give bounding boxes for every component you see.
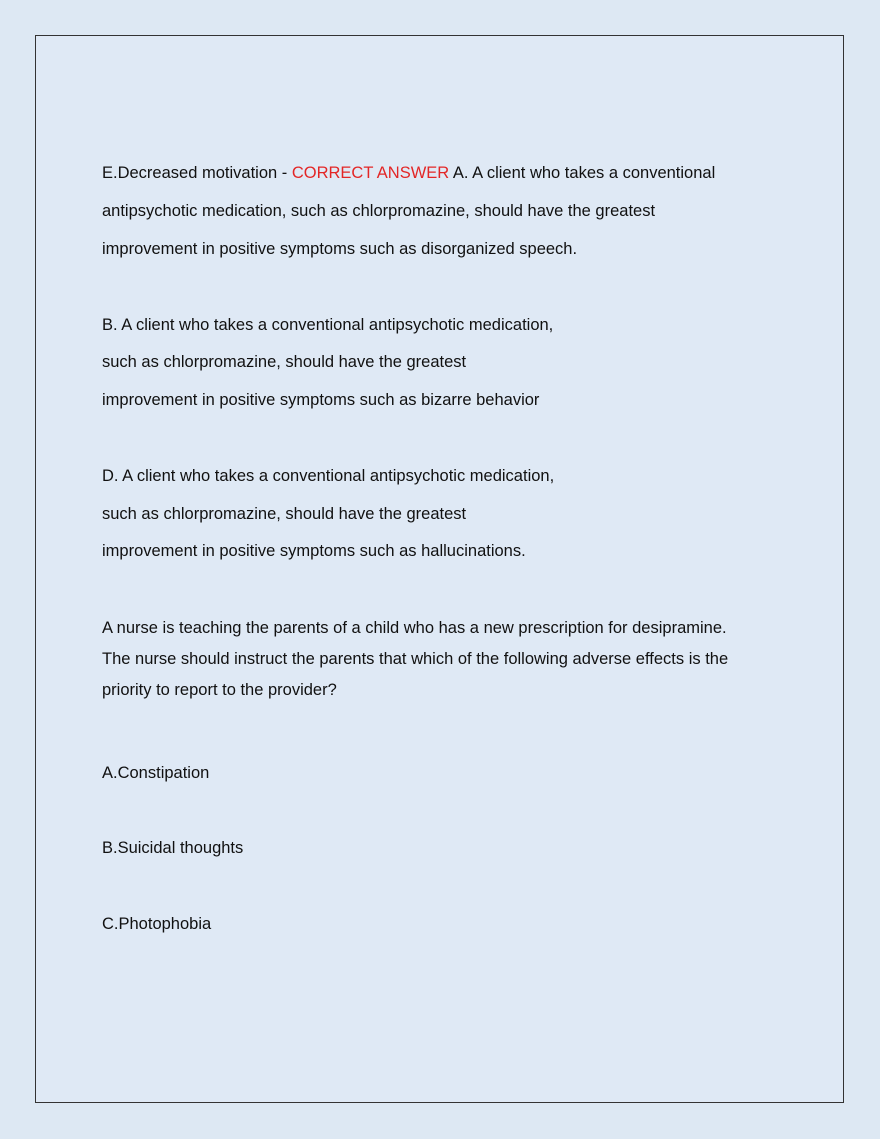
option-c: C.Photophobia bbox=[102, 915, 212, 933]
question-line-3: priority to report to the provider? bbox=[102, 681, 337, 699]
option-a: A.Constipation bbox=[102, 764, 210, 782]
answer-lead-text: E.Decreased motivation - bbox=[102, 164, 292, 182]
answer-tail-text: A. A client who takes a conventional bbox=[449, 164, 716, 182]
answer-line-3: improvement in positive symptoms such as disorganized speech. bbox=[102, 240, 578, 258]
page-frame bbox=[35, 35, 844, 1103]
correct-answer-label: CORRECT ANSWER bbox=[291, 164, 450, 182]
question-line-1: A nurse is teaching the parents of a child who has a new prescription for desipramine. bbox=[102, 619, 727, 637]
option-b-explanation-line-2: such as chlorpromazine, should have the greatest bbox=[102, 353, 467, 371]
option-b-explanation-line-1: B. A client who takes a conventional antipsychotic medication, bbox=[102, 316, 554, 334]
option-b-explanation-line-3: improvement in positive symptoms such as bizarre behavior bbox=[102, 391, 540, 409]
answer-line-1 bbox=[102, 163, 715, 183]
option-b: B.Suicidal thoughts bbox=[102, 839, 244, 857]
option-d-explanation-line-1: D. A client who takes a conventional antipsychotic medication, bbox=[102, 467, 555, 485]
answer-line-2: antipsychotic medication, such as chlorpromazine, should have the greatest bbox=[102, 202, 656, 220]
option-d-explanation-line-2: such as chlorpromazine, should have the greatest bbox=[102, 505, 467, 523]
question-line-2: The nurse should instruct the parents that which of the following adverse effects is the bbox=[102, 650, 729, 668]
option-d-explanation-line-3: improvement in positive symptoms such as hallucinations. bbox=[102, 542, 526, 560]
